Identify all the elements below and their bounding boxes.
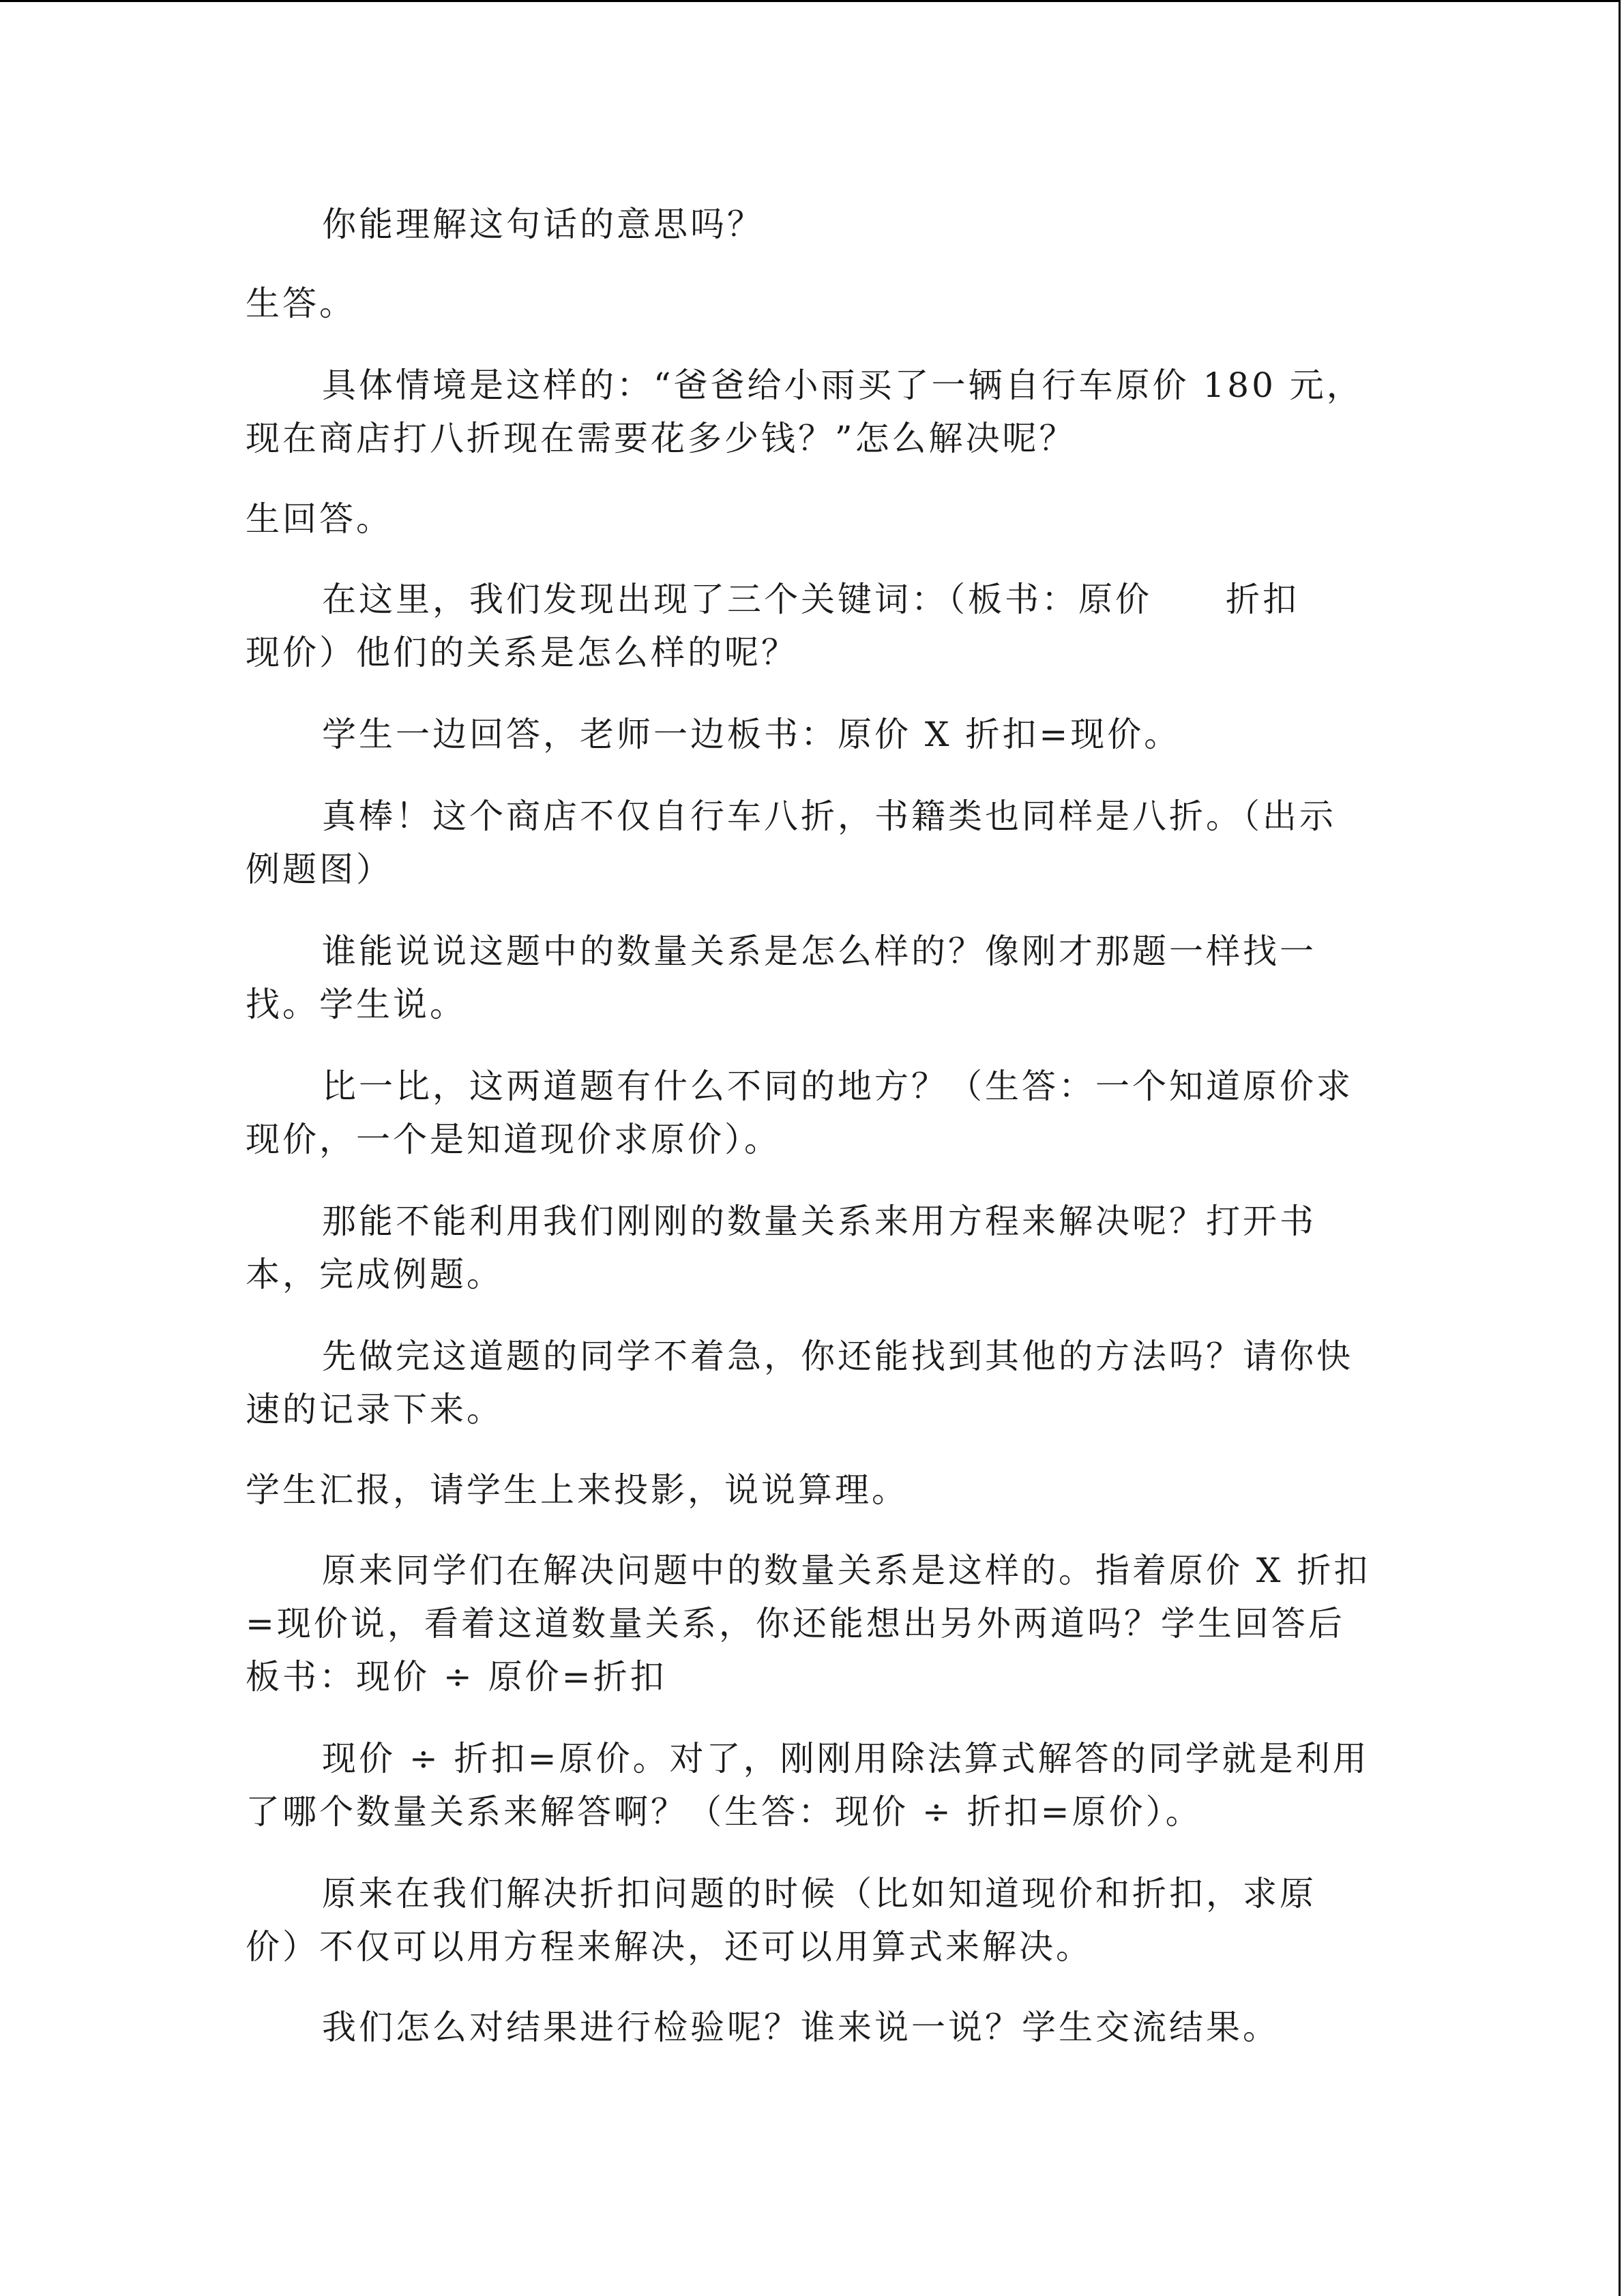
document-body	[246, 198, 1371, 2054]
paragraph-student-answers: 生答。	[246, 284, 356, 323]
paragraph-board-formula: 学生一边回答，老师一边板书：原价 X 折扣=现价。	[322, 715, 1181, 754]
paragraph-solving-methods: 原来在我们解决折扣问题的时候（比如知道现价和折扣，求原价）不仅可以用方程来解决，还可以用算式来解决。	[246, 1874, 1316, 1967]
paragraph-student-report: 学生汇报，请学生上来投影，说说算理。	[246, 1470, 909, 1510]
paragraph-books-discount: 真棒！这个商店不仅自行车八折，书籍类也同样是八折。（出示例题图）	[246, 796, 1336, 889]
paragraph-bicycle-scenario: 具体情境是这样的：“爸爸给小雨买了一辆自行车原价 180 元，现在商店打八折现在需要花多少钱？”怎么解决呢？	[246, 366, 1363, 458]
paragraph-student-responds: 生回答。	[246, 499, 393, 539]
paragraph-understand-question: 你能理解这句话的意思吗？	[322, 205, 764, 244]
paragraph-check-results: 我们怎么对结果进行检验呢？谁来说一说？学生交流结果。	[322, 2008, 1280, 2047]
paragraph-use-equation: 那能不能利用我们刚刚的数量关系来用方程来解决呢？打开书本，完成例题。	[246, 1202, 1316, 1294]
paragraph-quantity-relation: 谁能说说这题中的数量关系是怎么样的？像刚才那题一样找一找。学生说。	[246, 931, 1316, 1024]
paragraph-derived-relations: 原来同学们在解决问题中的数量关系是这样的。指着原价 X 折扣=现价说，看着这道数量关系，你还能想出另外两道吗？学生回答后板书：现价 ÷ 原价=折扣	[246, 1551, 1371, 1697]
paragraph-other-methods: 先做完这道题的同学不着急，你还能找到其他的方法吗？请你快速的记录下来。	[246, 1337, 1353, 1429]
paragraph-compare-problems: 比一比，这两道题有什么不同的地方？（生答：一个知道原价求现价，一个是知道现价求原价）。	[246, 1067, 1353, 1159]
paragraph-division-relation: 现价 ÷ 折扣=原价。对了，刚刚用除法算式解答的同学就是利用了哪个数量关系来解答啊？（生答：现价 ÷ 折扣=原价）。	[246, 1739, 1370, 1832]
paragraph-three-keywords: 在这里，我们发现出现了三个关键词：（板书：原价 折扣 现价）他们的关系是怎么样的呢？	[246, 580, 1373, 672]
